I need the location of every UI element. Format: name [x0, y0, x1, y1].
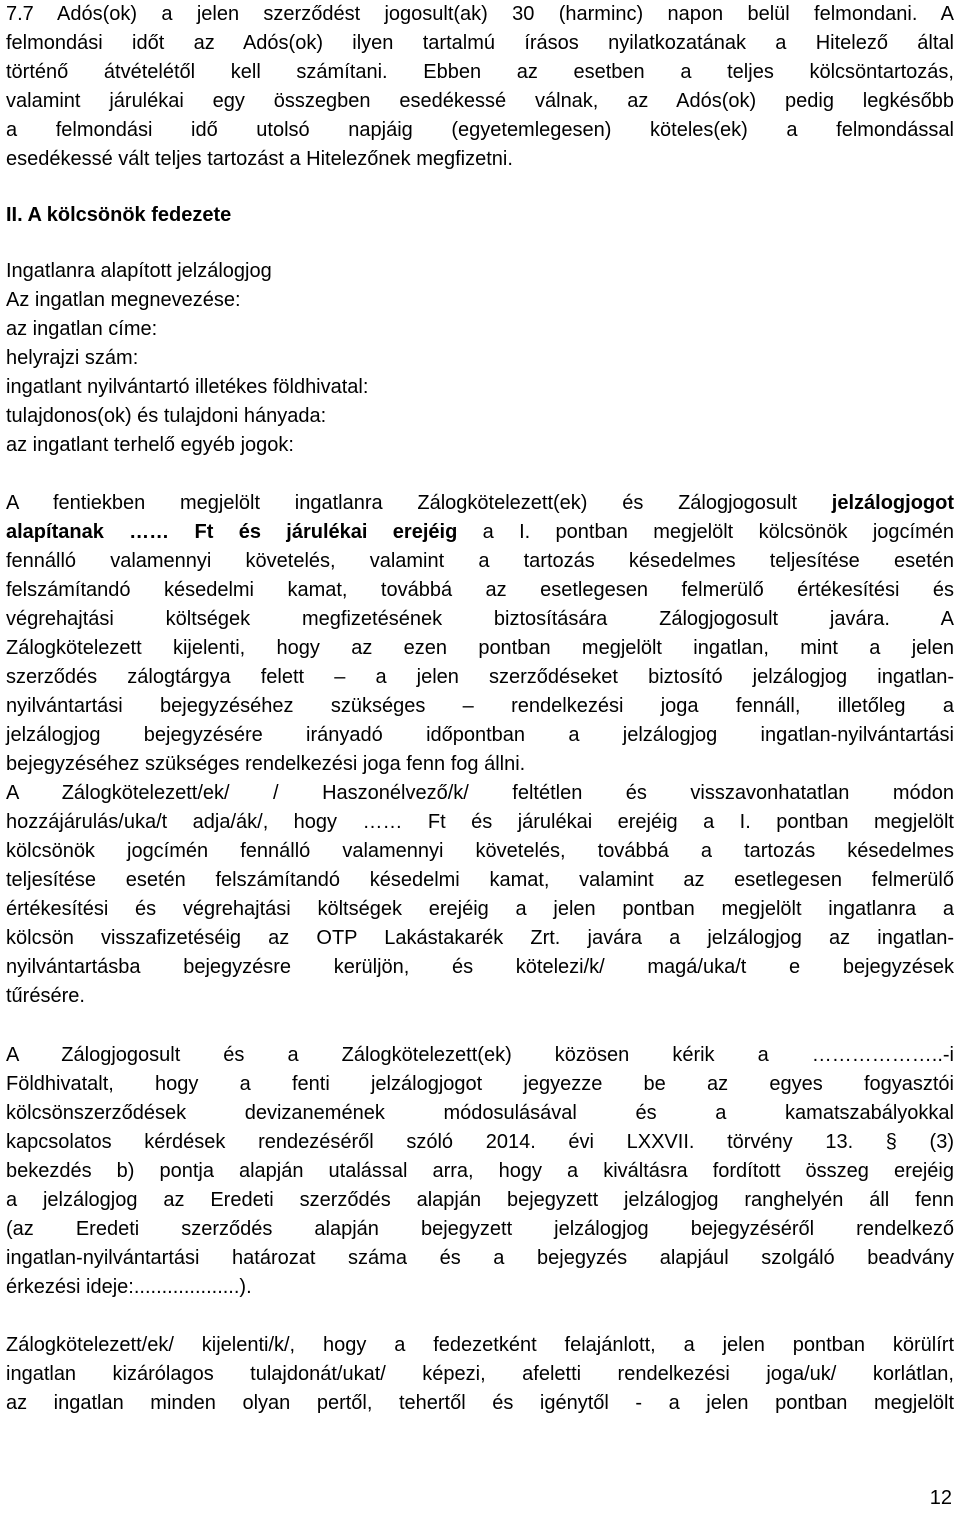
text-line: esedékessé vált teljes tartozást a Hitelezőnek megfizetni. — [6, 148, 513, 170]
text-line: az ingatlan minden olyan pertől, tehertől és igénytől - a jelen pontban megjelölt — [6, 1392, 954, 1414]
list-item: az ingatlant terhelő egyéb jogok: — [6, 434, 294, 456]
text-line: 7.7 Adós(ok) a jelen szerződést jogosult(ak) 30 (harminc) napon belül felmondani. A — [6, 3, 954, 25]
bold-text: jelzálogjogot — [831, 492, 954, 514]
text-line — [6, 489, 954, 518]
section-ii-heading: II. A kölcsönök fedezete — [6, 204, 232, 226]
text-line: szerződés zálogtárgya felett – a jelen szerződéseket biztosító jelzálogjog ingatlan- — [6, 666, 954, 688]
property-fields-list — [6, 257, 954, 460]
text-line: Zálogkötelezett/ek/ kijelenti/k/, hogy a fedezetként felajánlott, a jelen pontban körülírt — [6, 1334, 954, 1356]
text-line: teljesítése esetén felszámítandó késedelmi kamat, valamint az esetlegesen felmerülő — [6, 869, 954, 891]
text-line: Földhivatalt, hogy a fenti jelzálogjogot jegyezze be az egyes fogyasztói — [6, 1073, 954, 1095]
text-segment: a I. pontban megjelölt kölcsönök jogcímén — [457, 521, 954, 543]
land-registry-request-paragraph — [6, 1041, 954, 1302]
text-line: bejegyzéséhez szükséges rendelkezési joga fenn fog állni. — [6, 753, 526, 775]
text-line: valamint járulékai egy összegben esedékessé válnak, az Adós(ok) pedig legkésőbb — [6, 90, 954, 112]
text-line: A Zálogkötelezett/ek/ / Haszonélvező/k/ feltétlen és visszavonhatatlan módon — [6, 782, 954, 804]
text-line: (az Eredeti szerződés alapján bejegyzett jelzálogjog bejegyzéséről rendelkező — [6, 1218, 954, 1240]
text-line: Zálogkötelezett kijelenti, hogy az ezen pontban megjelölt ingatlan, mint a jelen — [6, 637, 954, 659]
text-line: bekezdés b) pontja alapján utalással arra, hogy a kiváltásra fordított összeg erejéig — [6, 1160, 954, 1182]
text-line: hozzájárulás/uka/t adja/ák/, hogy …… Ft és járulékai erejéig a I. pontban megjelölt — [6, 811, 954, 833]
list-item: Az ingatlan megnevezése: — [6, 289, 241, 311]
text-line: felszámítandó késedelmi kamat, továbbá az esetlegesen felmerülő értékesítési és — [6, 579, 954, 601]
text-line: érkezési ideje:...................). — [6, 1276, 252, 1298]
mortgage-paragraph — [6, 489, 954, 1011]
section-7-7-paragraph — [6, 0, 954, 174]
bold-text: alapítanak …… Ft és járulékai erejéig — [6, 521, 458, 543]
list-item: az ingatlan címe: — [6, 318, 158, 340]
list-item: ingatlant nyilvántartó illetékes földhivatal: — [6, 376, 369, 398]
text-line: kölcsönök jogcímén fennálló valamennyi követelés, továbbá a tartozás késedelmes — [6, 840, 954, 862]
ownership-declaration-paragraph — [6, 1331, 954, 1418]
text-line: végrehajtási költségek megfizetésének biztosítására Zálogjogosult javára. A — [6, 608, 954, 630]
text-line: nyilvántartási bejegyzéséhez szükséges – rendelkezési joga fennáll, illetőleg a — [6, 695, 954, 717]
text-line: ingatlan kizárólagos tulajdonát/ukat/ képezi, afeletti rendelkezési joga/uk/ korlátlan, — [6, 1363, 954, 1385]
page-number: 12 — [929, 1487, 952, 1509]
text-line: tűrésére. — [6, 985, 85, 1007]
list-item: helyrajzi szám: — [6, 347, 139, 369]
text-line: felmondási időt az Adós(ok) ilyen tartalmú írásos nyilatkozatának a Hitelező által — [6, 32, 954, 54]
text-line: történő átvételétől kell számítani. Ebben az esetben a teljes kölcsöntartozás, — [6, 61, 954, 83]
list-item: Ingatlanra alapított jelzálogjog — [6, 260, 272, 282]
list-item: tulajdonos(ok) és tulajdoni hányada: — [6, 405, 327, 427]
text-line: értékesítési és végrehajtási költségek erejéig a jelen pontban megjelölt ingatlanra a — [6, 898, 954, 920]
text-line: kapcsolatos kérdések rendezéséről szóló 2014. évi LXXVII. törvény 13. § (3) — [6, 1131, 954, 1153]
text-line: kölcsönszerződések devizanemének módosulásával és a kamatszabályokkal — [6, 1102, 954, 1124]
text-line: fennálló valamennyi követelés, valamint a tartozás késedelmes teljesítése esetén — [6, 550, 954, 572]
text-line: a jelzálogjog az Eredeti szerződés alapján bejegyzett jelzálogjog ranghelyén áll fenn — [6, 1189, 954, 1211]
text-line — [6, 518, 954, 547]
text-line: nyilvántartásba bejegyzésre kerüljön, és kötelezi/k/ magá/uka/t e bejegyzések — [6, 956, 954, 978]
text-line: ingatlan-nyilvántartási határozat száma és a bejegyzés alapjául szolgáló beadvány — [6, 1247, 954, 1269]
text-line: jelzálogjog bejegyzésére irányadó időpontban a jelzálogjog ingatlan-nyilvántartási — [6, 724, 954, 746]
text-segment: A fentiekben megjelölt ingatlanra Zálogkötelezett(ek) és Zálogjogosult — [6, 492, 832, 514]
text-line: a felmondási idő utolsó napjáig (egyetemlegesen) köteles(ek) a felmondással — [6, 119, 954, 141]
text-line: kölcsön visszafizetéséig az OTP Lakástakarék Zrt. javára a jelzálogjog az ingatlan- — [6, 927, 954, 949]
text-line: A Zálogjogosult és a Zálogkötelezett(ek) közösen kérik a ………………..-i — [6, 1044, 954, 1066]
